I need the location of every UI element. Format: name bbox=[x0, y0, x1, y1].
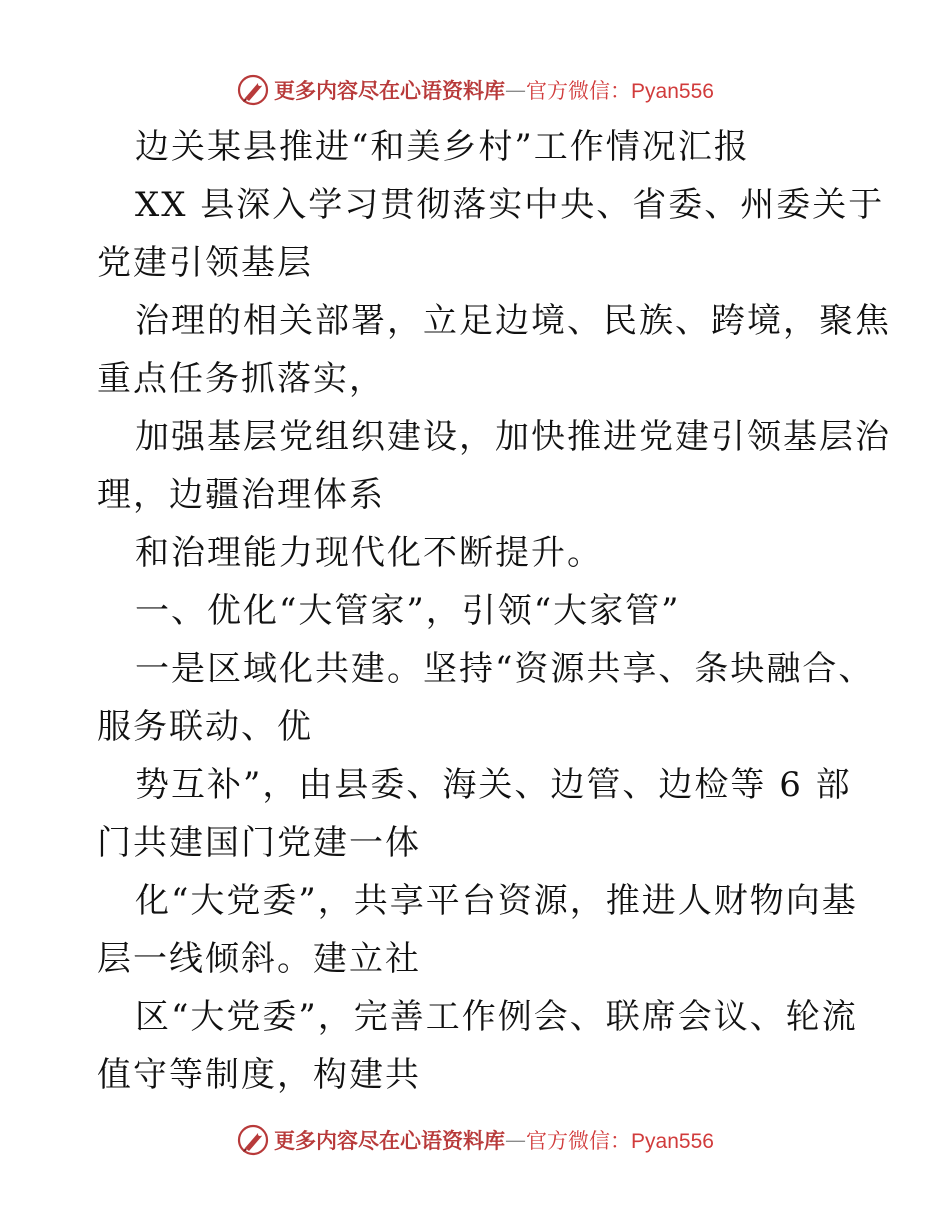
paragraph-line: 服务联动、优 bbox=[97, 707, 313, 747]
paragraph-line: 治理的相关部署，立足边境、民族、跨境，聚焦 bbox=[135, 301, 891, 341]
wechat-id-text: 官方微信：Pyan556 bbox=[526, 80, 714, 103]
paragraph-line: XX 县深入学习贯彻落实中央、省委、州委关于 bbox=[135, 185, 885, 225]
pen-logo-icon bbox=[236, 1123, 270, 1157]
paragraph-line: 值守等制度，构建共 bbox=[97, 1055, 421, 1095]
wechat-id-text: 官方微信：Pyan556 bbox=[526, 1130, 714, 1153]
header-watermark-banner bbox=[0, 70, 950, 110]
paragraph-line: 势互补”，由县委、海关、边管、边检等 6 部 bbox=[135, 765, 852, 805]
paragraph-line: 区“大党委”，完善工作例会、联席会议、轮流 bbox=[135, 997, 858, 1037]
pen-logo-icon bbox=[236, 73, 270, 107]
brand-text: 更多内容尽在心语资料库 bbox=[274, 78, 506, 103]
paragraph-line: 层一线倾斜。建立社 bbox=[97, 939, 421, 979]
document-title: 边关某县推进“和美乡村”工作情况汇报 bbox=[135, 127, 750, 167]
paragraph-line: 一是区域化共建。坚持“资源共享、条块融合、 bbox=[135, 649, 875, 689]
document-body bbox=[97, 118, 891, 1104]
paragraph-line: 党建引领基层 bbox=[97, 243, 313, 283]
footer-watermark-banner bbox=[0, 1120, 950, 1160]
banner-separator: — bbox=[505, 1128, 527, 1152]
paragraph-line: 加强基层党组织建设，加快推进党建引领基层治 bbox=[135, 417, 891, 457]
banner-separator: — bbox=[505, 78, 527, 102]
section-heading: 一、优化“大管家”，引领“大家管” bbox=[135, 591, 681, 631]
paragraph-line: 重点任务抓落实， bbox=[97, 359, 385, 399]
paragraph-line: 化“大党委”，共享平台资源，推进人财物向基 bbox=[135, 881, 858, 921]
paragraph-line: 和治理能力现代化不断提升。 bbox=[135, 533, 603, 573]
paragraph-line: 理，边疆治理体系 bbox=[97, 475, 385, 515]
brand-text: 更多内容尽在心语资料库 bbox=[274, 1128, 506, 1153]
paragraph-line: 门共建国门党建一体 bbox=[97, 823, 421, 863]
